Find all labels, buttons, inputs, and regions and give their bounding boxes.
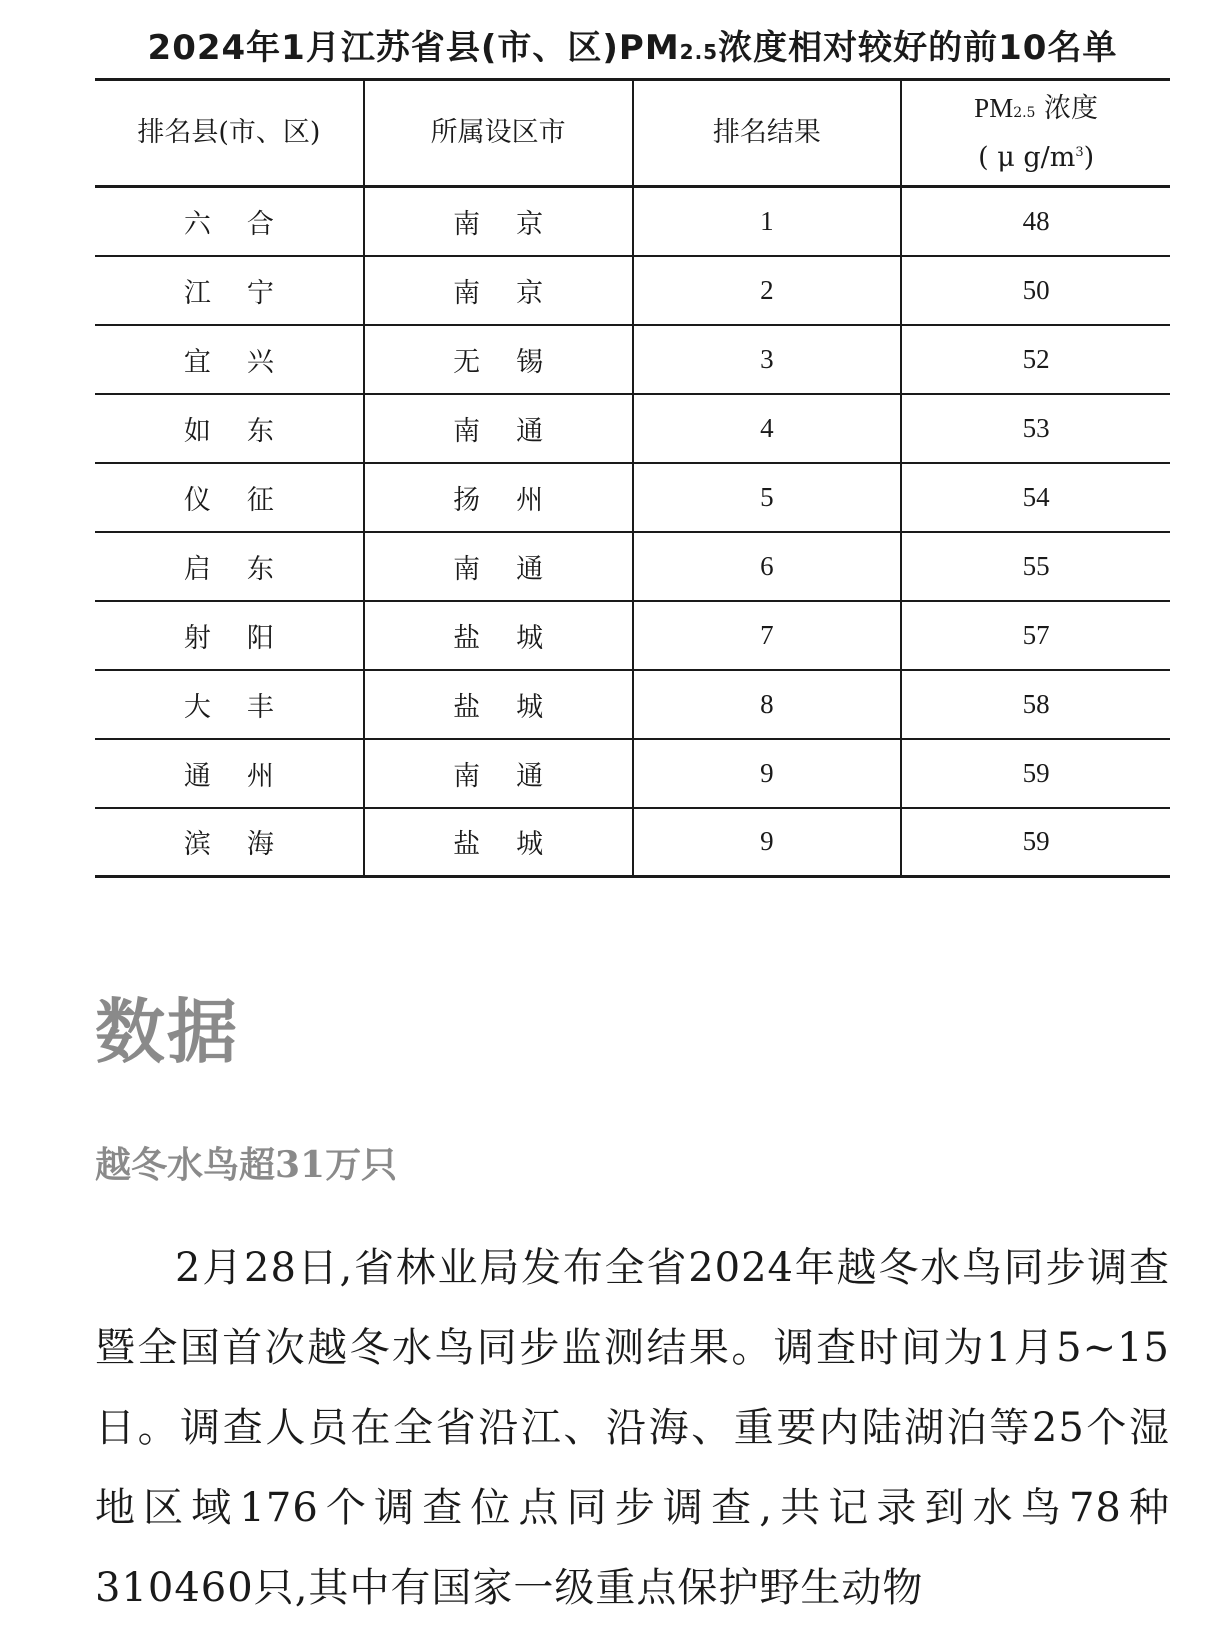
cell-city-text: 南京 (453, 208, 580, 240)
cell-pm25 (901, 670, 1170, 739)
header-unit-suffix: ) (1083, 142, 1095, 173)
table-row (95, 187, 1170, 256)
cell-rank (633, 394, 902, 463)
header-county: 排名县(市、区) (95, 80, 364, 187)
cell-county (95, 187, 364, 256)
section-title: 数据 (95, 991, 239, 1073)
cell-city-text: 南通 (453, 415, 580, 447)
cell-rank-text: 8 (760, 688, 774, 719)
document-page (95, 0, 1170, 1611)
cell-rank-text: 3 (760, 343, 774, 374)
pm25-ranking-table (95, 78, 1170, 878)
cell-pm25-text: 59 (1022, 757, 1050, 788)
cell-county (95, 532, 364, 601)
cell-county (95, 739, 364, 808)
cell-rank (633, 463, 902, 532)
table-row (95, 601, 1170, 670)
table-row (95, 256, 1170, 325)
cell-city (364, 739, 633, 808)
cell-county-text: 仪征 (183, 484, 310, 516)
cell-county-text: 宜兴 (183, 346, 310, 378)
cell-rank (633, 256, 902, 325)
cell-county (95, 670, 364, 739)
cell-city (364, 463, 633, 532)
table-title-subscript: 2.5 (679, 40, 719, 64)
table-row (95, 463, 1170, 532)
table-title-suffix: 浓度相对较好的前10名单 (718, 28, 1118, 68)
cell-county (95, 463, 364, 532)
cell-city-text: 无锡 (453, 346, 580, 378)
cell-rank-text: 9 (760, 826, 774, 857)
cell-pm25 (901, 394, 1170, 463)
cell-city (364, 187, 633, 256)
cell-county-text: 六合 (183, 208, 310, 240)
cell-rank-text: 9 (760, 757, 774, 788)
cell-city-text: 盐城 (453, 691, 580, 723)
cell-city-text: 南通 (453, 553, 580, 585)
cell-county-text: 如东 (183, 415, 310, 447)
cell-pm25-text: 55 (1022, 550, 1050, 581)
table-title-text: 2024年1月江苏省县(市、区)PM (147, 28, 680, 68)
cell-county-text: 通州 (183, 760, 310, 792)
cell-pm25 (901, 532, 1170, 601)
cell-city (364, 325, 633, 394)
cell-city-text: 南通 (453, 760, 580, 792)
cell-county-text: 射阳 (183, 622, 310, 654)
cell-city-text: 盐城 (453, 622, 580, 654)
header-unit-prefix: ( μ g/m (978, 142, 1076, 173)
cell-city (364, 532, 633, 601)
cell-rank-text: 1 (760, 205, 774, 236)
cell-county-text: 江宁 (183, 277, 310, 309)
cell-city (364, 256, 633, 325)
table-title (95, 0, 1170, 78)
cell-rank (633, 739, 902, 808)
cell-city (364, 394, 633, 463)
cell-pm25-text: 58 (1022, 688, 1050, 719)
cell-rank-text: 2 (760, 274, 774, 305)
table-header-row (95, 80, 1170, 187)
cell-pm25-text: 57 (1022, 619, 1050, 650)
cell-rank (633, 187, 902, 256)
cell-rank (633, 670, 902, 739)
cell-pm25-text: 50 (1022, 274, 1050, 305)
cell-pm25 (901, 808, 1170, 877)
table-row (95, 808, 1170, 877)
header-pm25 (901, 80, 1170, 187)
cell-pm25 (901, 256, 1170, 325)
table-row (95, 325, 1170, 394)
cell-county (95, 256, 364, 325)
header-city: 所属设区市 (364, 80, 633, 187)
cell-pm25-text: 48 (1022, 205, 1050, 236)
cell-county (95, 808, 364, 877)
table-body (95, 187, 1170, 877)
cell-pm25 (901, 463, 1170, 532)
cell-city-text: 南京 (453, 277, 580, 309)
cell-pm25 (901, 325, 1170, 394)
header-rank: 排名结果 (633, 80, 902, 187)
cell-pm25-text: 52 (1022, 343, 1050, 374)
header-unit-sup: 3 (1075, 145, 1084, 160)
article-body: 2月28日,省林业局发布全省2024年越冬水鸟同步调查暨全国首次越冬水鸟同步监测结果。调查时间为1月5~15日。调查人员在全省沿江、沿海、重要内陆湖泊等25个湿地区域176个调查位点同步调查,共记录到水鸟78种310460只,其中有国家一级重点保护野生动物 (95, 1245, 1170, 1611)
cell-rank-text: 6 (760, 550, 774, 581)
table-row (95, 394, 1170, 463)
cell-county-text: 滨海 (183, 829, 310, 861)
cell-city (364, 601, 633, 670)
cell-city-text: 扬州 (453, 484, 580, 516)
cell-rank (633, 601, 902, 670)
cell-rank-text: 4 (760, 412, 774, 443)
table-row (95, 739, 1170, 808)
cell-city (364, 808, 633, 877)
article-title: 越冬水鸟超31万只 (95, 1144, 398, 1186)
cell-pm25 (901, 739, 1170, 808)
cell-pm25-text: 53 (1022, 412, 1050, 443)
header-pm-suffix: 浓度 (1035, 93, 1099, 124)
cell-county-text: 启东 (183, 553, 310, 585)
header-pm-sub: 2.5 (1013, 105, 1036, 121)
table-row (95, 670, 1170, 739)
table-row (95, 532, 1170, 601)
cell-pm25 (901, 601, 1170, 670)
cell-county (95, 394, 364, 463)
cell-rank (633, 808, 902, 877)
cell-city (364, 670, 633, 739)
cell-pm25 (901, 187, 1170, 256)
cell-rank (633, 325, 902, 394)
cell-pm25-text: 59 (1022, 826, 1050, 857)
header-pm-prefix: PM (974, 93, 1014, 123)
cell-rank-text: 7 (760, 619, 774, 650)
cell-city-text: 盐城 (453, 829, 580, 861)
cell-county (95, 601, 364, 670)
cell-pm25-text: 54 (1022, 481, 1050, 512)
cell-county-text: 大丰 (183, 691, 310, 723)
cell-county (95, 325, 364, 394)
cell-rank-text: 5 (760, 481, 774, 512)
cell-rank (633, 532, 902, 601)
